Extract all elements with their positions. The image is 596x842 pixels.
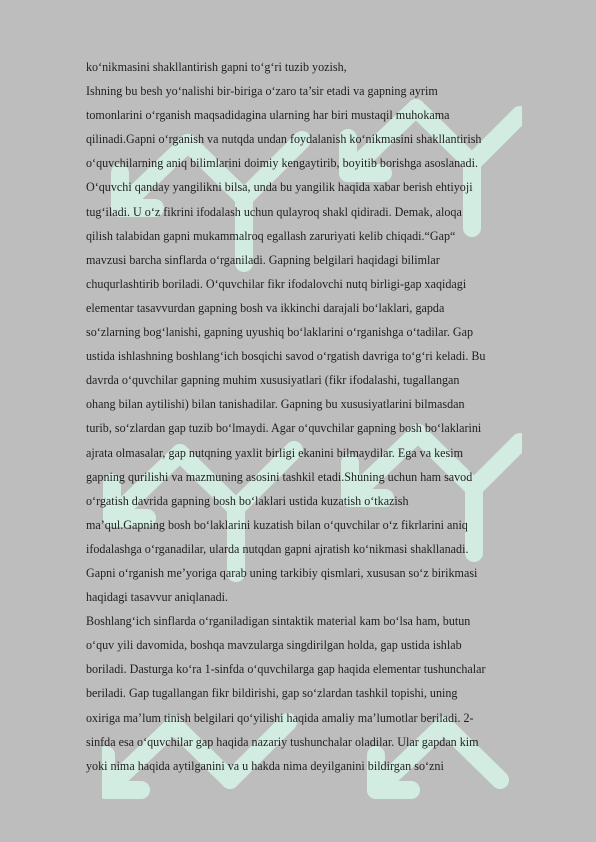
document-line: beriladi. Gap tugallangan fikr bildirishi, gap so‘zlardan tashkil topishi, uning: [86, 686, 458, 701]
document-line: tug‘iladi. U o‘z fikrini ifodalash uchun qulayroq shakl qidiradi. Demak, aloqa: [86, 204, 462, 219]
document-line: tomonlarini o‘rganish maqsadidagina ularning har biri mustaqil muhokama: [86, 108, 450, 123]
document-line: o‘quvchilarning aniq bilimlarini doimiy kengaytirib, boyitib borishga asoslanadi.: [86, 156, 478, 171]
document-line: o‘rgatish davrida gapning bosh bo‘laklari ustida kuzatish o‘tkazish: [86, 493, 409, 508]
document-line: ohang bilan aytilishi) bilan tanishadilar. Gapning bu xususiyatlarini bilmasdan: [86, 397, 465, 412]
document-line: haqidagi tasavvur aniqlanadi.: [86, 590, 229, 605]
document-line: ifodalashga o‘rganadilar, ularda nutqdan gapni ajratish ko‘nikmasi shakllanadi.: [86, 541, 469, 556]
document-line: ma’qul.Gapning bosh bo‘laklarini kuzatish bilan o‘quvchilar o‘z fikrlarini aniq: [86, 517, 468, 532]
document-line: chuqurlashtirib boriladi. O‘quvchilar fikr ifodalovchi nutq birligi-gap xaqidagi: [86, 276, 467, 291]
document-line: davrda o‘quvchilar gapning muhim xususiyatlari (fikr ifodalashi, tugallangan: [86, 373, 460, 388]
document-line: ko‘nikmasini shakllantirish gapni to‘g‘ri tuzib yozish,: [86, 60, 347, 74]
document-body: [86, 55, 550, 778]
document-line: turib, so‘zlardan gap tuzib bo‘lmaydi. Agar o‘quvchilar gapning bosh bo‘laklarini: [86, 421, 482, 436]
document-line: oxiriga ma’lum tinish belgilari qo‘yilishi haqida amaliy ma’lumotlar beriladi. 2-: [86, 710, 474, 725]
document-line: ajrata olmasalar, gap nutqning yaxlit birligi ekanini bilmaydilar. Ega va kesim: [86, 445, 464, 460]
document-line: Gapni o‘rganish me’yoriga qarab uning tarkibiy qismlari, xususan so‘z birikmasi: [86, 565, 478, 580]
document-line: gapning qurilishi va mazmuning asosini tashkil etadi.Shuning uchun ham savod: [86, 469, 473, 484]
document-line: O‘quvchi qanday yangilikni bilsa, unda bu yangilik haqida xabar berish ehtiyoji: [86, 180, 473, 195]
document-line: mavzusi barcha sinflarda o‘rganiladi. Gapning belgilari haqidagi bilimlar: [86, 252, 440, 267]
document-line: ustida ishlashning boshlang‘ich bosqichi savod o‘rgatish davriga to‘g‘ri keladi. Bu: [86, 349, 486, 364]
document-line: elementar tasavvurdan gapning bosh va ikkinchi darajali bo‘laklari, gapda: [86, 300, 445, 315]
document-line: Ishning bu besh yo‘nalishi bir-biriga o‘zaro ta’sir etadi va gapning ayrim: [86, 84, 438, 99]
document-line: o‘quv yili davomida, boshqa mavzularga singdirilgan holda, gap ustida ishlab: [86, 638, 462, 653]
document-line: qilinadi.Gapni o‘rganish va nutqda undan foydalanish ko‘nikmasini shakllantirish: [86, 132, 482, 147]
document-line: boriladi. Dasturga ko‘ra 1-sinfda o‘quvchilarga gap haqida elementar tushunchalar: [86, 662, 486, 677]
document-line: qilish talabidan gapni mukammalroq egallash zaruriyati kelib chiqadi.“Gap“: [86, 228, 456, 243]
document-line: yoki nima haqida aytilganini va u hakda nima deyilganini bildirgan so‘zni: [86, 758, 444, 773]
document-line: sinfda esa o‘quvchilar gap haqida nazariy tushunchalar oladilar. Ular gapdan kim: [86, 734, 479, 749]
document-line: so‘zlarning bog‘lanishi, gapning uyushiq bo‘laklarini o‘rganishga o‘tadilar. Gap: [86, 325, 474, 340]
document-line: Boshlang‘ich sinflarda o‘rganiladigan sintaktik material kam bo‘lsa ham, butun: [86, 614, 471, 629]
